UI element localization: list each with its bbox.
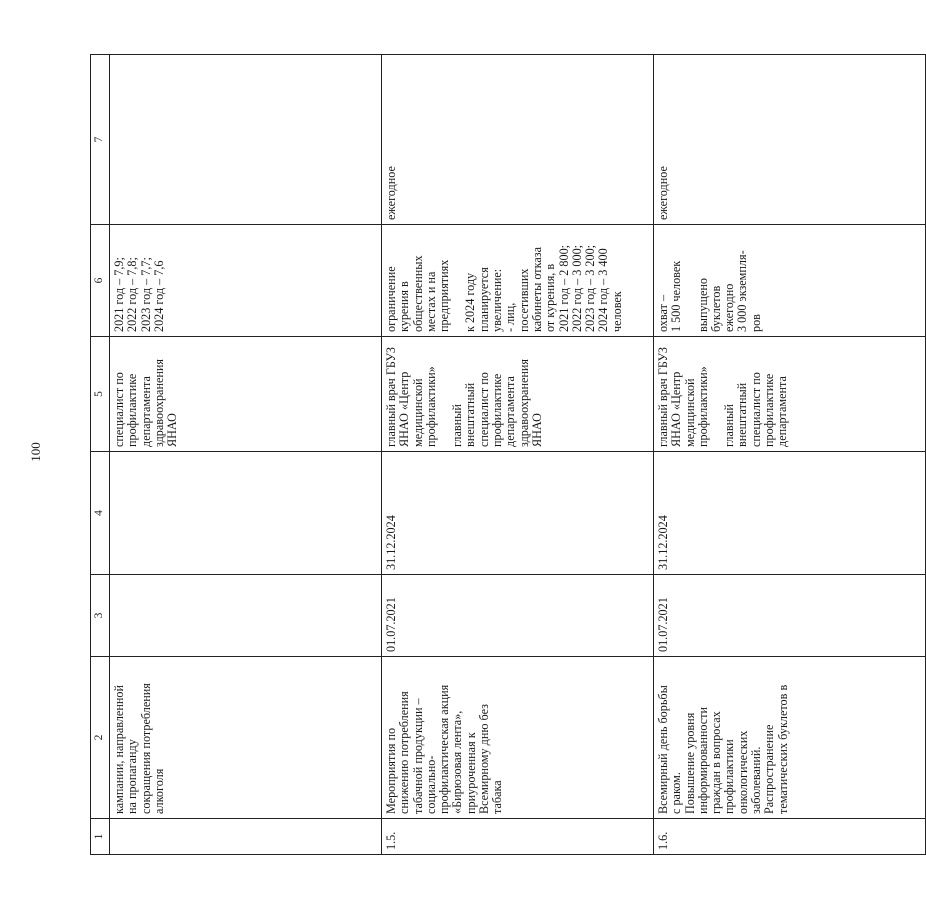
responsible	[110, 337, 382, 452]
col-header-4: 4	[91, 452, 110, 575]
row-number: 1.5.	[382, 819, 654, 855]
cell-line: 2021 год – 7,9;	[112, 257, 126, 332]
cell-line: ЯНАО «Центр	[669, 371, 684, 447]
cell-line: местах и на	[423, 271, 438, 332]
cell-line: граждан в вопросах	[709, 711, 724, 814]
periodicity: ежегодное	[654, 55, 926, 225]
cell-line: главный	[450, 404, 465, 447]
start-date: 01.07.2021	[654, 575, 926, 657]
cell-line: профилактическая акция	[437, 684, 452, 814]
cell-line: заболеваний.	[749, 746, 764, 814]
cell-line: человек	[609, 291, 624, 332]
cell-line: профилактики»	[423, 366, 438, 447]
cell-line: снижению потребления	[397, 691, 412, 814]
cell-line: охват –	[656, 294, 670, 332]
cell-line: профилактике	[762, 373, 777, 447]
table-row	[110, 55, 382, 855]
cell-line: здравоохранения	[151, 358, 166, 447]
cell-line: внештатный	[463, 382, 478, 447]
event-description	[110, 657, 382, 819]
event-description	[654, 657, 926, 819]
cell-line: к 2024 году	[463, 272, 478, 332]
cell-line: Мероприятия по	[384, 727, 398, 814]
cell-line: здравоохранения	[516, 358, 531, 447]
indicator	[110, 225, 382, 337]
cell-line: социально-	[423, 755, 438, 814]
cell-line: алкоголя	[151, 768, 166, 814]
cell-line: профилактике	[125, 373, 140, 447]
cell-line: тематических буклетов в	[775, 684, 790, 814]
cell-line: посетивших	[516, 268, 531, 332]
cell-line: департамента	[503, 376, 518, 447]
events-table	[90, 54, 926, 855]
cell-line: специалист по	[112, 372, 126, 447]
start-date: 01.07.2021	[382, 575, 654, 657]
cell-line: специалист по	[476, 372, 491, 447]
cell-line: департамента	[138, 376, 153, 447]
cell-line: 2021 год – 2 800;	[556, 244, 571, 332]
cell-line: 2022 год – 7,8;	[125, 257, 140, 332]
indicator	[382, 225, 654, 337]
cell-line: табака	[490, 780, 505, 814]
cell-line: Всемирный день борьбы	[656, 685, 670, 814]
cell-line: кабинеты отказа	[529, 247, 544, 332]
responsible	[654, 337, 926, 452]
cell-line: 3 000 экземпля-	[735, 250, 750, 332]
cell-line: табачной продукции –	[410, 698, 425, 814]
cell-line: ежегодно	[722, 283, 737, 332]
cell-line: профилактики»	[695, 366, 710, 447]
cell-line: внештатный	[735, 382, 750, 447]
end-date: 31.12.2024	[382, 452, 654, 575]
cell-line: главный врач ГБУЗ	[384, 346, 398, 447]
event-description	[382, 657, 654, 819]
cell-line: ЯНАО	[529, 413, 544, 447]
cell-line: Всемирному дню без	[477, 704, 492, 814]
col-header-5: 5	[91, 337, 110, 452]
cell-line: ЯНАО	[165, 413, 180, 447]
cell-line: планируется	[476, 267, 491, 332]
cell-line: информированности	[695, 706, 710, 814]
cell-line: онкологических	[735, 730, 750, 814]
indicator	[654, 225, 926, 337]
start-date	[110, 575, 382, 657]
row-number	[110, 819, 382, 855]
responsible	[382, 337, 654, 452]
cell-line: с раком.	[669, 772, 684, 814]
cell-line: Распространение	[762, 724, 777, 814]
cell-line: буклетов	[708, 285, 723, 332]
cell-line: 1 500 человек	[669, 260, 684, 332]
cell-line: - лиц,	[503, 302, 518, 332]
cell-line: 2024 год – 3 400	[596, 248, 611, 332]
cell-line: выпущено	[695, 278, 710, 332]
cell-line: профилактике	[490, 373, 505, 447]
periodicity: ежегодное	[382, 55, 654, 225]
cell-line: 2023 год – 3 200;	[583, 244, 598, 332]
cell-line: «Бирюзовая лента»,	[450, 710, 465, 814]
cell-line: курения в	[397, 281, 412, 332]
cell-line: предприятиях	[437, 259, 452, 332]
col-header-6: 6	[91, 225, 110, 337]
cell-line: медицинской	[410, 378, 425, 447]
col-header-7: 7	[91, 55, 110, 225]
table-row	[654, 55, 926, 855]
cell-line: профилактики	[722, 739, 737, 814]
col-header-1: 1	[91, 819, 110, 855]
cell-line: специалист по	[748, 372, 763, 447]
col-header-2: 2	[91, 657, 110, 819]
cell-line: 2024 год – 7,6	[151, 260, 166, 332]
cell-line: увеличение:	[490, 268, 505, 332]
cell-line: кампании, направленной	[112, 685, 126, 814]
cell-line: ров	[748, 314, 763, 332]
cell-line	[684, 228, 697, 332]
end-date: 31.12.2024	[654, 452, 926, 575]
row-number: 1.6.	[654, 819, 926, 855]
cell-line: 2023 год – 7,7;	[138, 257, 153, 332]
col-header-3: 3	[91, 575, 110, 657]
end-date	[110, 452, 382, 575]
cell-line: от курения, в	[543, 263, 558, 332]
cell-line: ограничение	[384, 266, 398, 332]
page-number: 100	[28, 442, 43, 462]
cell-line: Повышение уровня	[682, 712, 697, 814]
cell-line: главный	[722, 404, 737, 447]
cell-line: сокращения потребления	[138, 683, 153, 814]
rotated-page	[90, 55, 790, 855]
cell-line: медицинской	[682, 378, 697, 447]
cell-line: приуроченная к	[463, 732, 478, 814]
cell-line: департамента	[775, 376, 790, 447]
periodicity	[110, 55, 382, 225]
header-row	[91, 55, 110, 855]
table-row	[382, 55, 654, 855]
cell-line: главный врач ГБУЗ	[656, 346, 670, 447]
cell-line: ЯНАО «Центр	[397, 371, 412, 447]
cell-line: на пропаганду	[125, 739, 140, 814]
cell-line: общественных	[410, 255, 425, 332]
cell-line: 2022 год – 3 000;	[569, 244, 584, 332]
